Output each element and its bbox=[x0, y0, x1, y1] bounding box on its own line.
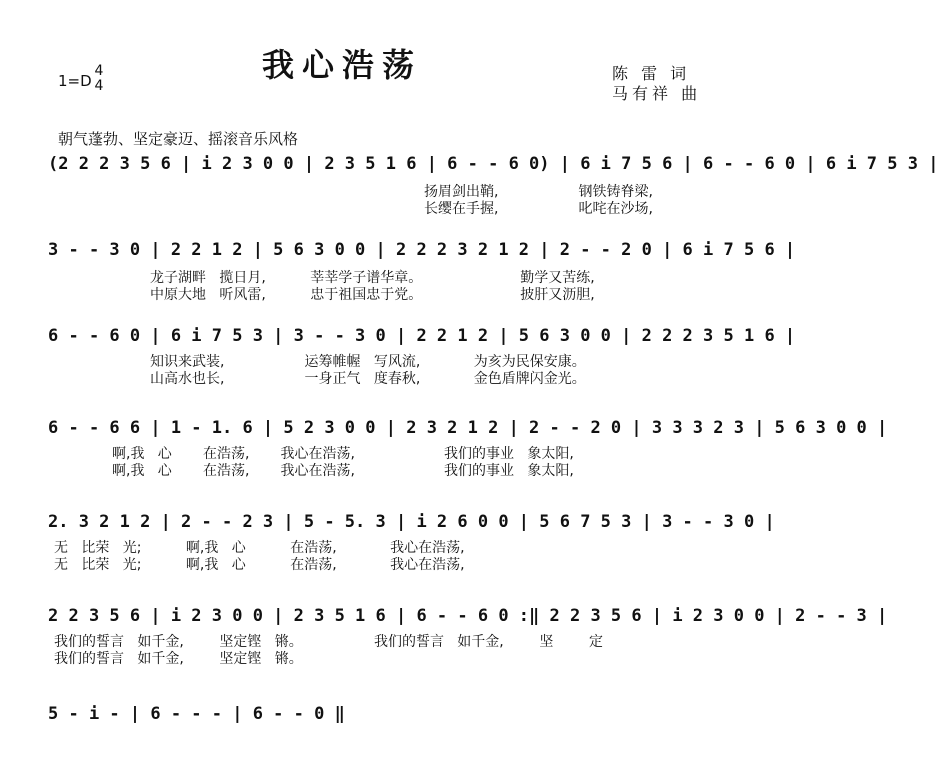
time-signature bbox=[92, 64, 106, 94]
key-signature: 1=D bbox=[58, 72, 92, 90]
lyric-line-4-verse-2: 啊,我 心 在浩荡, 我心在浩荡, 我们的事业 象太阳, bbox=[112, 463, 574, 479]
lyric-line-3-verse-1: 知识来武装, 运筹帷幄 写风流, 为亥为民保安康。 bbox=[150, 354, 586, 370]
lyric-line-5-verse-1: 无 比荣 光; 啊,我 心 在浩荡, 我心在浩荡, bbox=[54, 540, 465, 556]
lyric-line-3-verse-2: 山高水也长, 一身正气 度春秋, 金色盾牌闪金光。 bbox=[150, 371, 586, 387]
lyric-line-2-verse-2: 中原大地 听风雷, 忠于祖国忠于党。 披肝又沥胆, bbox=[150, 287, 595, 303]
time-top: 4 bbox=[94, 63, 104, 79]
lyric-line-6-verse-2: 我们的誓言 如千金, 坚定铿 锵。 bbox=[54, 651, 303, 667]
lyric-line-6-verse-1: 我们的誓言 如千金, 坚定铿 锵。 我们的誓言 如千金, 坚 定 bbox=[54, 634, 603, 650]
lyricist: 陈 雷 词 bbox=[612, 64, 691, 83]
style-note: 朝气蓬勃、坚定豪迈、摇滚音乐风格 bbox=[58, 130, 299, 148]
lyric-line-1-verse-1: 扬眉剑出鞘, 钢铁铸脊梁, bbox=[424, 184, 654, 200]
credits bbox=[612, 64, 701, 104]
song-title: 我心浩荡 bbox=[262, 46, 423, 84]
staff-line-5: 2. 3 2 1 2 | 2 - - 2 3 | 5 - 5. 3 | i 2 6 0 0 | 5 6 7 5 3 | 3 - - 3 0 | bbox=[48, 512, 775, 532]
composer: 马有祥 曲 bbox=[612, 84, 702, 103]
staff-line-2: 3 - - 3 0 | 2 2 1 2 | 5 6 3 0 0 | 2 2 2 3 2 1 2 | 2 - - 2 0 | 6 i 7 5 6 | bbox=[48, 240, 796, 260]
lyric-line-4-verse-1: 啊,我 心 在浩荡, 我心在浩荡, 我们的事业 象太阳, bbox=[112, 446, 574, 462]
staff-line-4: 6 - - 6 6 | 1 - 1. 6 | 5 2 3 0 0 | 2 3 2 1 2 | 2 - - 2 0 | 3 3 3 2 3 | 5 6 3 0 0 | bbox=[48, 418, 888, 438]
staff-line-1: (2 2 2 3 5 6 | i 2 3 0 0 | 2 3 5 1 6 | 6 - - 6 0) | 6 i 7 5 6 | 6 - - 6 0 | 6 i 7 5 3 | bbox=[48, 154, 938, 174]
lyric-line-5-verse-2: 无 比荣 光; 啊,我 心 在浩荡, 我心在浩荡, bbox=[54, 557, 465, 573]
time-bottom: 4 bbox=[94, 78, 104, 94]
staff-line-7: 5 - i - | 6 - - - | 6 - - 0 ‖ bbox=[48, 704, 345, 724]
staff-line-6: 2 2 3 5 6 | i 2 3 0 0 | 2 3 5 1 6 | 6 - - 6 0 :‖ 2 2 3 5 6 | i 2 3 0 0 | 2 - - 3 | bbox=[48, 606, 888, 626]
staff-line-3: 6 - - 6 0 | 6 i 7 5 3 | 3 - - 3 0 | 2 2 1 2 | 5 6 3 0 0 | 2 2 2 3 5 1 6 | bbox=[48, 326, 796, 346]
lyric-line-1-verse-2: 长缨在手握, 叱咤在沙场, bbox=[424, 201, 654, 217]
lyric-line-2-verse-1: 龙子湖畔 揽日月, 莘莘学子谱华章。 勤学又苦练, bbox=[150, 270, 595, 286]
